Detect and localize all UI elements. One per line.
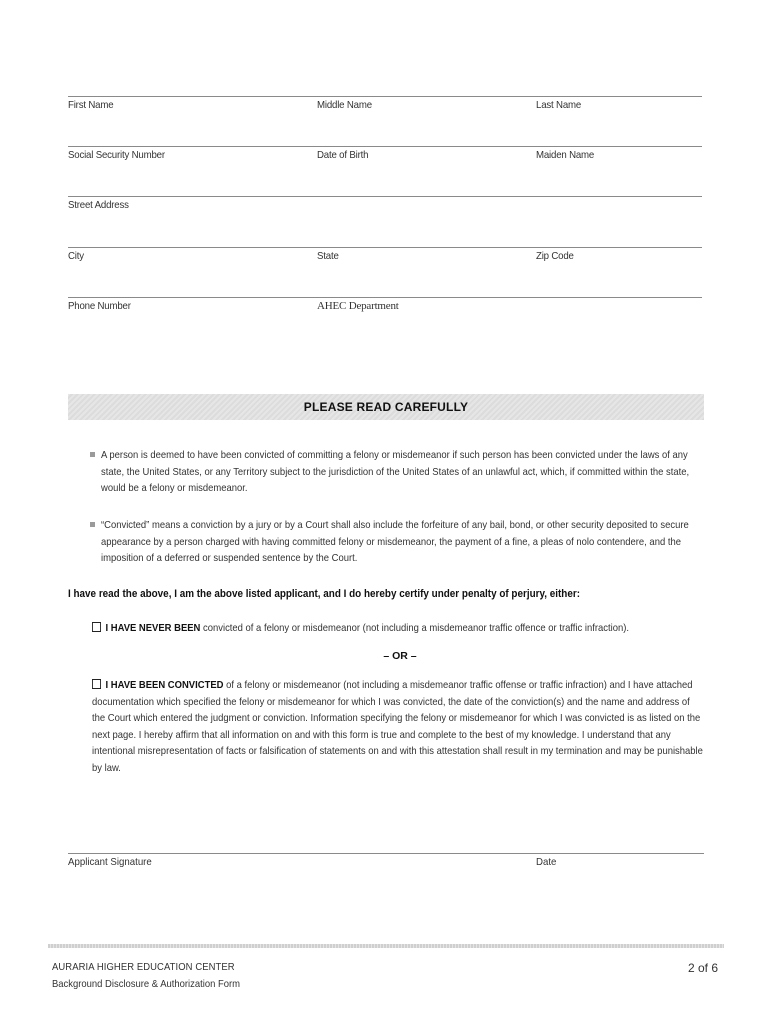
city-row: [68, 247, 702, 264]
page-number: 2 of 6: [688, 961, 719, 975]
bullet-text: “Convicted” means a conviction by a jury or by a Court shall also include the forfeiture of any bail, bond, or other security deposited to secure appearance by a person charged with having committed felony or misdemeanor, the payment of a fine, a pleas of nolo contendere, and the imposition of a deferred or suspended sentence by the Court.: [101, 519, 689, 565]
phone-number-label: Phone Number: [68, 300, 131, 312]
footer-org: AURARIA HIGHER EDUCATION CENTER: [52, 961, 235, 973]
ssn-label: Social Security Number: [68, 149, 165, 161]
name-row: [68, 96, 702, 113]
city-label: City: [68, 250, 84, 262]
signature-row: [68, 853, 704, 870]
banner-title: PLEASE READ CAREFULLY: [303, 400, 469, 414]
never-convicted-text: convicted of a felony or misdemeanor (not including a misdemeanor traffic offence or traffic infraction).: [200, 622, 630, 634]
bullet-item-definition: [90, 447, 706, 497]
bullet-square-icon: [90, 452, 95, 457]
signature-date-label: Date: [536, 856, 557, 868]
never-convicted-bold: I HAVE NEVER BEEN: [105, 622, 201, 634]
identity-row: [68, 146, 702, 163]
last-name-label: Last Name: [536, 99, 582, 111]
footer-divider: [48, 944, 724, 948]
dob-label: Date of Birth: [317, 149, 369, 161]
or-separator: – OR –: [383, 650, 417, 662]
option-convicted[interactable]: [92, 677, 770, 777]
bullet-text: A person is deemed to have been convicted of committing a felony or misdemeanor if such person has been convicted under the laws of any state, the United States, or any Territory subject to the jurisdiction of the United States of an unlawful act, which, if committed within the state, would be a felony or misdemeanor.: [101, 449, 690, 495]
option-never-convicted[interactable]: [92, 620, 770, 637]
middle-name-label: Middle Name: [317, 99, 372, 111]
contact-row: [68, 297, 702, 314]
convicted-checkbox[interactable]: [92, 679, 101, 689]
maiden-name-label: Maiden Name: [536, 149, 595, 161]
first-name-label: First Name: [68, 99, 114, 111]
bullet-item-convicted: [90, 517, 706, 567]
ahec-department-label: AHEC Department: [317, 300, 399, 312]
applicant-signature-label: Applicant Signature: [68, 856, 152, 868]
footer-form-name: Background Disclosure & Authorization Form: [52, 978, 241, 990]
convicted-bold: I HAVE BEEN CONVICTED: [105, 679, 224, 691]
bullet-square-icon: [90, 522, 95, 527]
state-label: State: [317, 250, 339, 262]
street-address-label: Street Address: [68, 199, 129, 211]
zip-code-label: Zip Code: [536, 250, 574, 262]
certify-statement: I have read the above, I am the above listed applicant, and I do hereby certify under penalty of perjury, either:: [68, 588, 581, 600]
address-row: [68, 196, 702, 213]
please-read-banner: [68, 394, 704, 420]
never-convicted-checkbox[interactable]: [92, 622, 101, 632]
convicted-text: of a felony or misdemeanor (not including a misdemeanor traffic offense or traffic infraction) and I have attached documentation which specified the felony or misdemeanor for which I was convicted, the date of the conviction(s) and the name and address of the Court which entered the judgment or conviction. Information specifying the felony or misdemeanor for which I was convicted is as listed on the next page. I hereby affirm that all information on and with this form is true and complete to the best of my knowledge. I understand that any intentional misrepresentation of facts or falsification of statements on and with this attestation shall result in my termination and may be punishable by law.: [92, 679, 703, 774]
